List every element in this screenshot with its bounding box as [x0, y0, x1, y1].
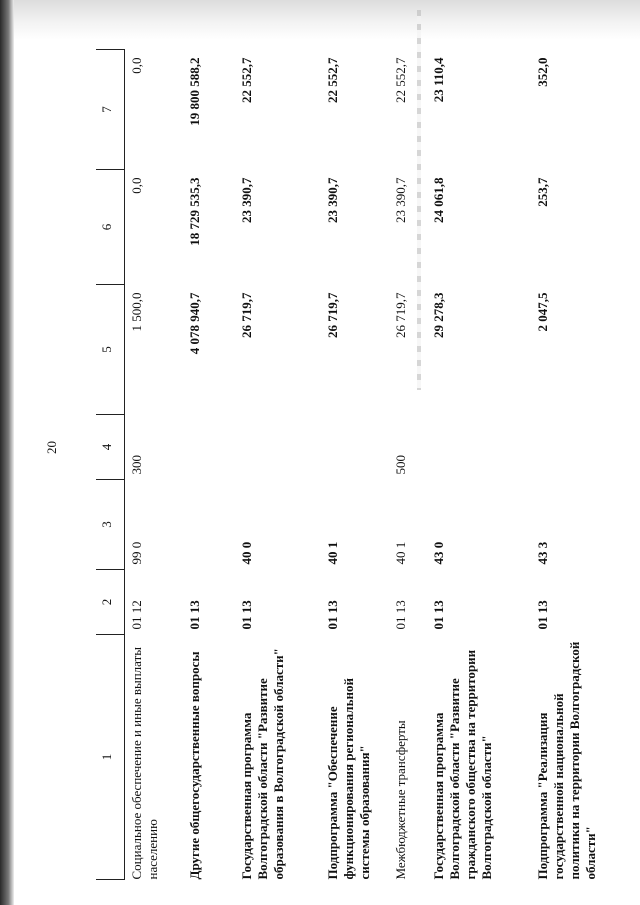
table-row [389, 50, 427, 880]
row-value-5: 1 500,0 [129, 292, 144, 332]
row-article [183, 480, 235, 570]
row-vid [427, 415, 531, 480]
row-value-7: 22 552,7 [324, 57, 340, 103]
col-header-6: 6 [96, 170, 125, 285]
row-section: 01 13 [186, 600, 202, 630]
row-name: Подпрограмма "Обеспечение функционирования региональной системы образования" [324, 678, 372, 880]
row-value-7: 352,0 [534, 57, 550, 87]
row-vid [321, 415, 389, 480]
row-section: 01 13 [238, 600, 254, 630]
row-section: 01 13 [534, 600, 550, 630]
row-name: Социальное обеспечение и иные выплаты населению [129, 646, 160, 880]
row-value-6: 253,7 [534, 177, 550, 207]
col-header-5: 5 [96, 285, 125, 415]
scan-edge-left [0, 0, 14, 905]
row-section: 01 13 [324, 600, 340, 630]
scan-shadow-top [0, 0, 640, 40]
row-article: 40 1 [324, 541, 340, 565]
row-value-6: 18 729 535,3 [186, 177, 202, 246]
row-value-5: 26 719,7 [238, 292, 254, 338]
table-row [531, 50, 617, 880]
budget-table-container [96, 50, 616, 880]
row-name: Другие общегосударственные вопросы [186, 651, 202, 880]
col-header-7: 7 [96, 50, 125, 170]
row-value-7: 0,0 [129, 57, 144, 74]
row-value-6: 0,0 [129, 177, 144, 194]
row-section: 01 13 [430, 600, 446, 630]
table-row [183, 50, 235, 880]
table-row [125, 50, 183, 880]
table-row [321, 50, 389, 880]
row-vid [183, 415, 235, 480]
table-row [235, 50, 321, 880]
row-value-7: 19 800 588,2 [186, 57, 202, 126]
row-vid: 500 [392, 455, 408, 475]
row-article: 43 3 [534, 541, 550, 565]
row-value-5: 26 719,7 [392, 292, 408, 338]
row-value-6: 23 390,7 [238, 177, 254, 223]
row-value-5: 2 047,5 [534, 292, 550, 332]
row-value-7: 23 110,4 [430, 57, 446, 103]
row-article: 40 1 [392, 541, 408, 565]
row-section: 01 12 [129, 600, 144, 630]
row-value-5: 26 719,7 [324, 292, 340, 338]
budget-table [96, 49, 617, 880]
row-article: 99 0 [129, 541, 144, 565]
col-header-1: 1 [96, 635, 125, 880]
col-header-3: 3 [96, 480, 125, 570]
row-value-6: 24 061,8 [430, 177, 446, 223]
row-article: 40 0 [238, 541, 254, 565]
row-name: Государственная программа Волгоградской области "Развитие образования в Волгоградской области" [238, 648, 286, 880]
row-name: Государственная программа Волгоградской области "Развитие гражданского общества на территории Волгоградской области" [430, 649, 494, 880]
row-value-7: 22 552,7 [238, 57, 254, 103]
col-header-2: 2 [96, 570, 125, 635]
header-row [96, 50, 125, 880]
row-name: Межбюджетные трансферты [392, 720, 408, 880]
col-header-4: 4 [96, 415, 125, 480]
page-number: 20 [44, 441, 59, 454]
row-value-6: 23 390,7 [324, 177, 340, 223]
row-value-6: 23 390,7 [392, 177, 408, 223]
row-value-5: 4 078 940,7 [186, 292, 202, 355]
table-row [427, 50, 531, 880]
row-section: 01 13 [392, 600, 408, 630]
row-value-5: 29 278,3 [430, 292, 446, 338]
row-name: Подпрограмма "Реализация государственной национальной политики на территории Волгоградской области" [534, 641, 598, 880]
row-vid [235, 415, 321, 480]
row-value-7: 22 552,7 [392, 57, 408, 103]
row-vid [531, 415, 617, 480]
row-vid: 300 [129, 455, 144, 475]
row-article: 43 0 [430, 541, 446, 565]
